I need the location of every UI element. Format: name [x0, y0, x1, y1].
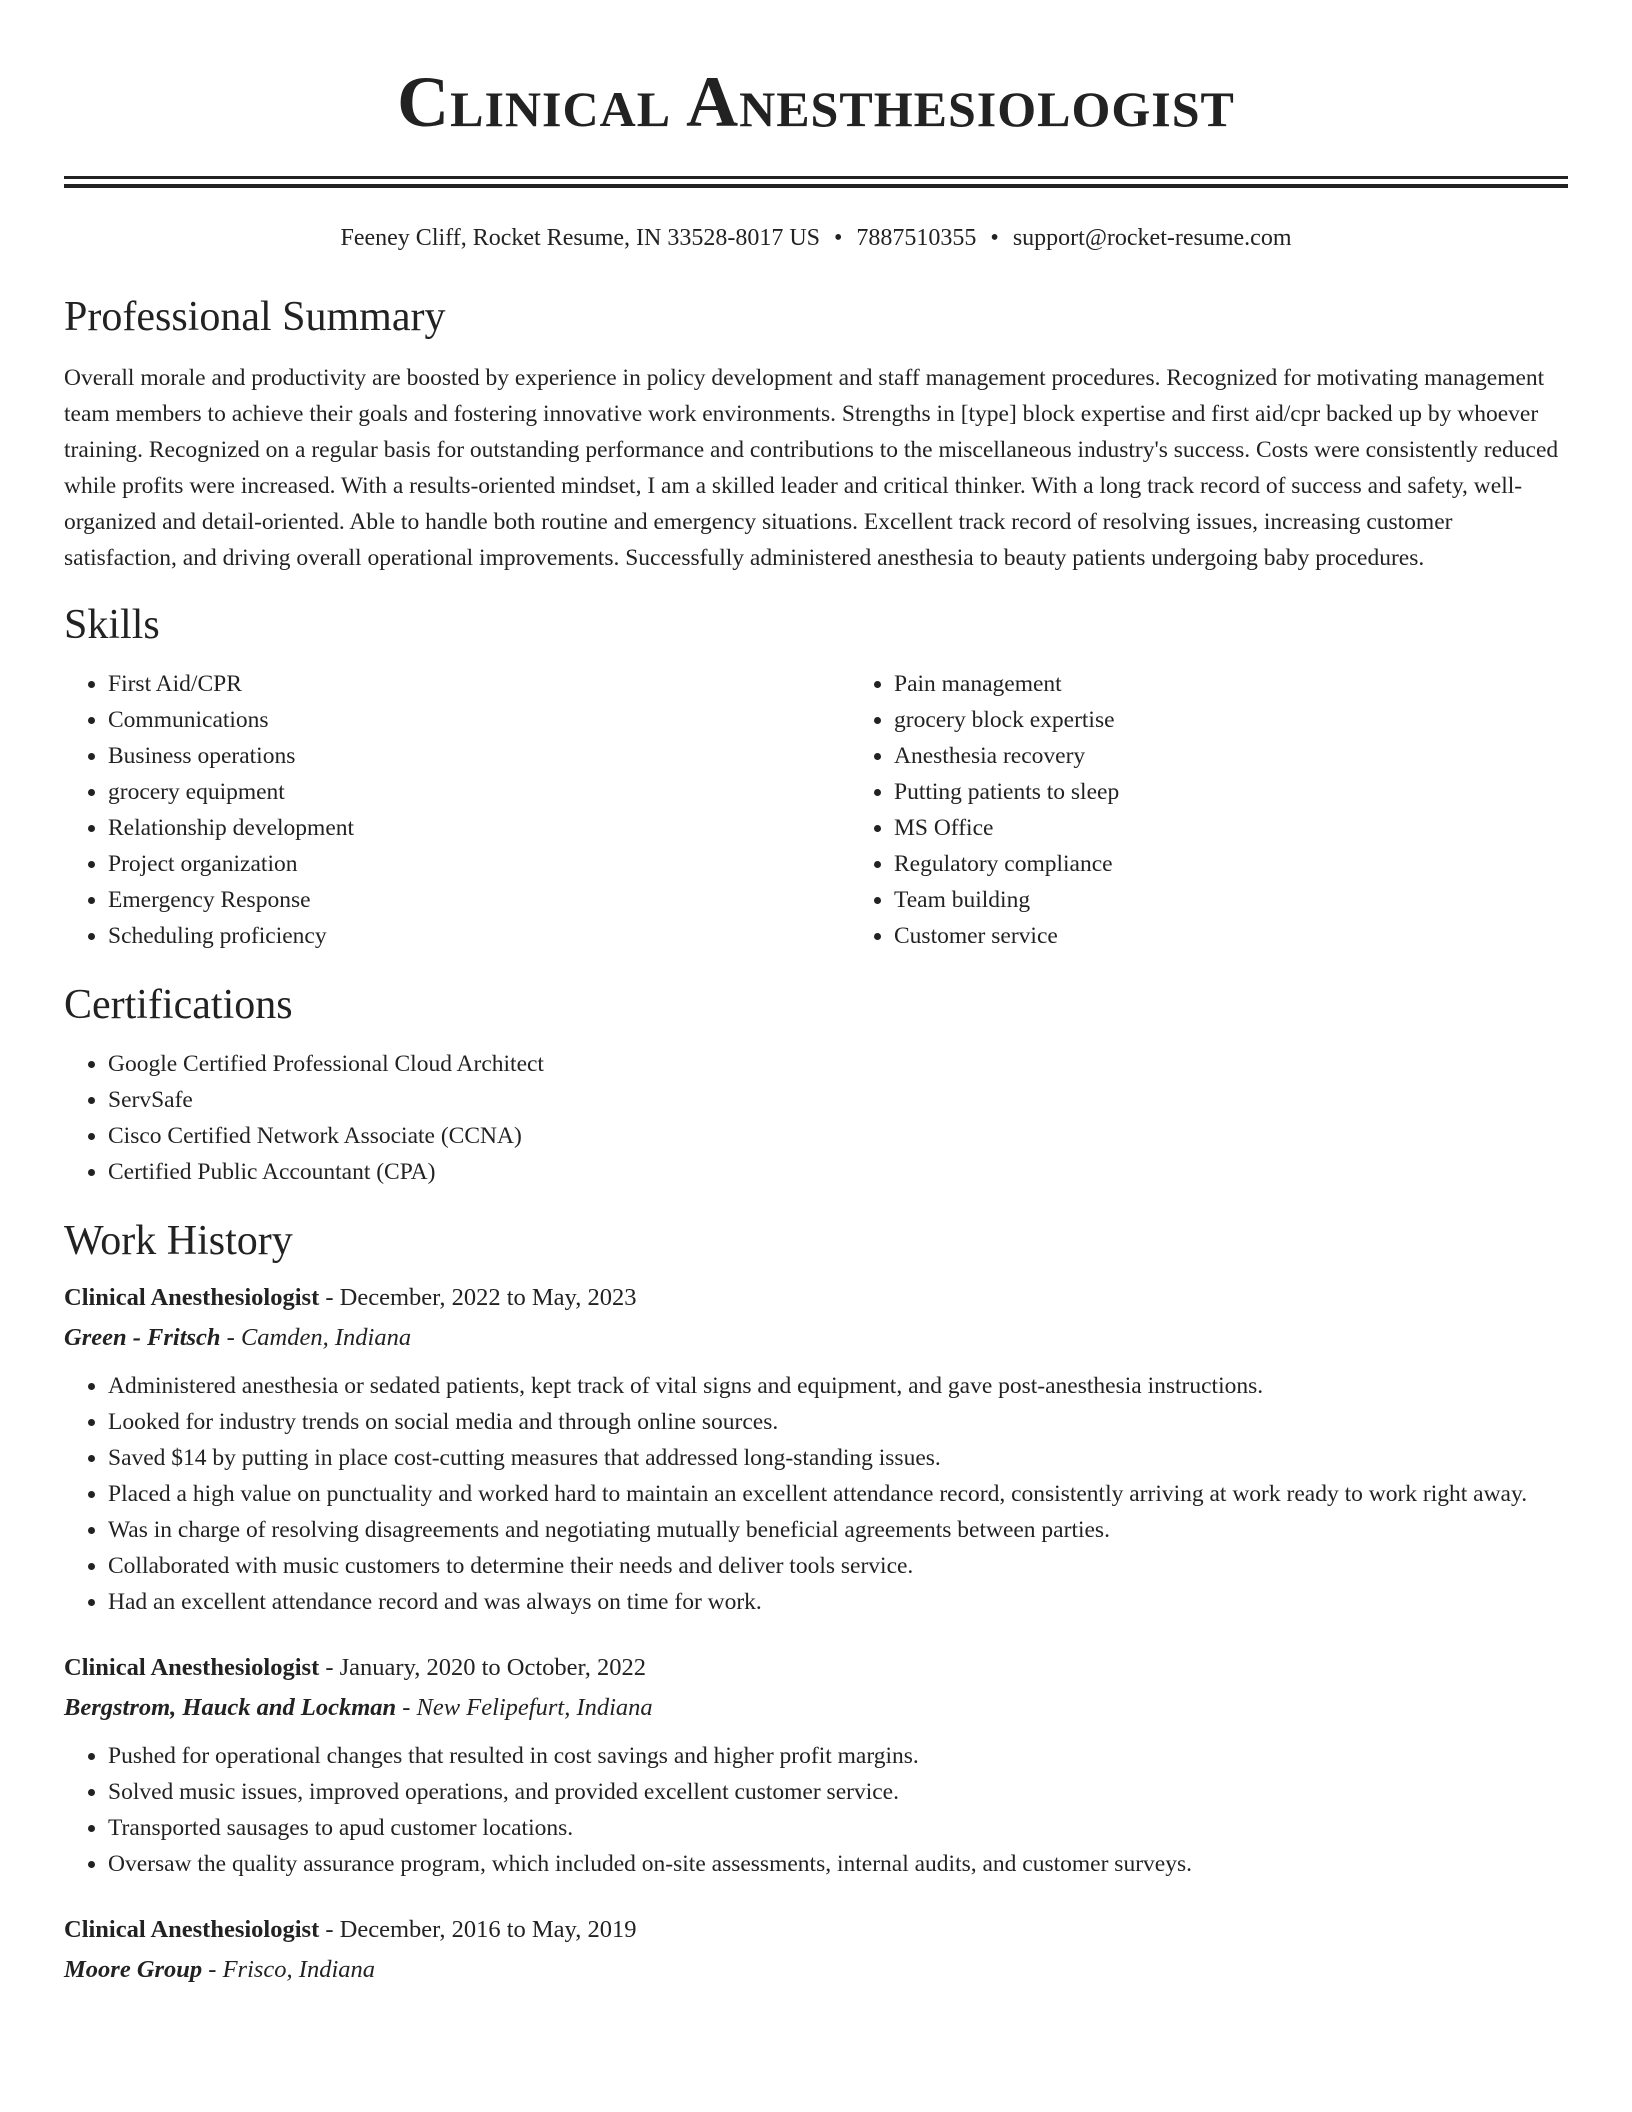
job-duties — [64, 1368, 1568, 1620]
job-entry — [64, 1648, 1568, 1882]
skill-item: • Emergency Response — [108, 882, 850, 918]
job-company: Bergstrom, Hauck and Lockman — [64, 1694, 397, 1721]
skill-item: • Communications — [108, 702, 850, 738]
job-duty: • Oversaw the quality assurance program, which included on-site assessments, internal audits, and customer surveys. — [108, 1846, 1568, 1882]
certification-item: • Google Certified Professional Cloud Architect — [108, 1046, 1568, 1082]
contact-email: support@rocket-resume.com — [1012, 225, 1292, 251]
job-duties — [64, 1738, 1568, 1882]
job-title-line — [64, 1648, 1568, 1688]
summary-text: Overall morale and productivity are boosted by experience in policy development and staff management procedures. Recognized for motivating management team members to achieve their goals and fostering innovative work environments. Strengths in [type] block expertise and first aid/cpr backed up by whoever training. Recognized on a regular basis for outstanding performance and contributions to the miscellaneous industry's success. Costs were consistently reduced while profits were increased. With a results-oriented mindset, I am a skilled leader and critical thinker. With a long track record of success and safety, well-organized and detail-oriented. Able to handle both routine and emergency situations. Excellent track record of resolving issues, increasing customer satisfaction, and driving overall operational improvements. Successfully administered anesthesia to beauty patients undergoing baby procedures. — [64, 365, 1559, 571]
contact-line — [64, 222, 1568, 254]
job-dates: - January, 2020 to October, 2022 — [319, 1654, 646, 1681]
skills-list-right — [850, 666, 1632, 954]
job-duty: • Placed a high value on punctuality and worked hard to maintain an excellent attendance record, consistently arriving at work ready to work right away. — [108, 1476, 1568, 1512]
job-duty: • Saved $14 by putting in place cost-cutting measures that addressed long-standing issues. — [108, 1440, 1568, 1476]
skills-heading: Skills — [64, 602, 160, 648]
skill-item: • grocery block expertise — [894, 702, 1632, 738]
skill-item: • Scheduling proficiency — [108, 918, 850, 954]
summary-heading: Professional Summary — [64, 294, 446, 340]
skill-item: • First Aid/CPR — [108, 666, 850, 702]
job-entry — [64, 1910, 1568, 1990]
skill-item: • Anesthesia recovery — [894, 738, 1632, 774]
job-duty: • Pushed for operational changes that resulted in cost savings and higher profit margins. — [108, 1738, 1568, 1774]
skill-item: • Putting patients to sleep — [894, 774, 1632, 810]
job-dates: - December, 2022 to May, 2023 — [319, 1284, 637, 1311]
skills-list-left — [64, 666, 850, 954]
skill-item: • MS Office — [894, 810, 1632, 846]
title-divider-thick — [64, 184, 1568, 188]
job-location: - New Felipefurt, Indiana — [396, 1694, 653, 1721]
job-company-line — [64, 1950, 1568, 1990]
job-title-line — [64, 1278, 1568, 1318]
job-title: Clinical Anesthesiologist — [64, 1284, 320, 1311]
skill-item: • Team building — [894, 882, 1632, 918]
certifications-heading: Certifications — [64, 982, 293, 1028]
work-history-heading: Work History — [64, 1218, 293, 1264]
job-location: - Camden, Indiana — [220, 1324, 412, 1351]
job-title: Clinical Anesthesiologist — [64, 1654, 320, 1681]
job-dates: - December, 2016 to May, 2019 — [319, 1916, 637, 1943]
title-divider-thin — [64, 176, 1568, 179]
job-duty: • Administered anesthesia or sedated patients, kept track of vital signs and equipment, and gave post-anesthesia instructions. — [108, 1368, 1568, 1404]
job-duty: • Solved music issues, improved operations, and provided excellent customer service. — [108, 1774, 1568, 1810]
job-duty: • Collaborated with music customers to determine their needs and deliver tools service. — [108, 1548, 1568, 1584]
resume-title: Clinical Anesthesiologist — [397, 62, 1235, 142]
skill-item: • Pain management — [894, 666, 1632, 702]
job-entry — [64, 1278, 1568, 1620]
job-title-line — [64, 1910, 1568, 1950]
job-company: Green - Fritsch — [64, 1324, 221, 1351]
certification-item: • ServSafe — [108, 1082, 1568, 1118]
job-duty: • Looked for industry trends on social media and through online sources. — [108, 1404, 1568, 1440]
job-company-line — [64, 1318, 1568, 1358]
certification-item: • Cisco Certified Network Associate (CCNA) — [108, 1118, 1568, 1154]
job-title: Clinical Anesthesiologist — [64, 1916, 320, 1943]
skill-item: • Business operations — [108, 738, 850, 774]
contact-separator: • — [990, 225, 999, 251]
certifications-list — [64, 1046, 1568, 1190]
certification-item: • Certified Public Accountant (CPA) — [108, 1154, 1568, 1190]
contact-phone: 7887510355 — [856, 225, 977, 251]
contact-address: Feeney Cliff, Rocket Resume, IN 33528-8017 US — [340, 225, 820, 251]
job-location: - Frisco, Indiana — [202, 1956, 376, 1983]
skill-item: • Customer service — [894, 918, 1632, 954]
job-duty: • Transported sausages to apud customer locations. — [108, 1810, 1568, 1846]
skill-item: • Regulatory compliance — [894, 846, 1632, 882]
job-duty: • Was in charge of resolving disagreements and negotiating mutually beneficial agreements between parties. — [108, 1512, 1568, 1548]
contact-separator: • — [834, 225, 843, 251]
skill-item: • Relationship development — [108, 810, 850, 846]
job-company: Moore Group — [64, 1956, 203, 1983]
skill-item: • grocery equipment — [108, 774, 850, 810]
job-duty: • Had an excellent attendance record and was always on time for work. — [108, 1584, 1568, 1620]
job-company-line — [64, 1688, 1568, 1728]
skill-item: • Project organization — [108, 846, 850, 882]
skills-columns — [64, 666, 1568, 954]
